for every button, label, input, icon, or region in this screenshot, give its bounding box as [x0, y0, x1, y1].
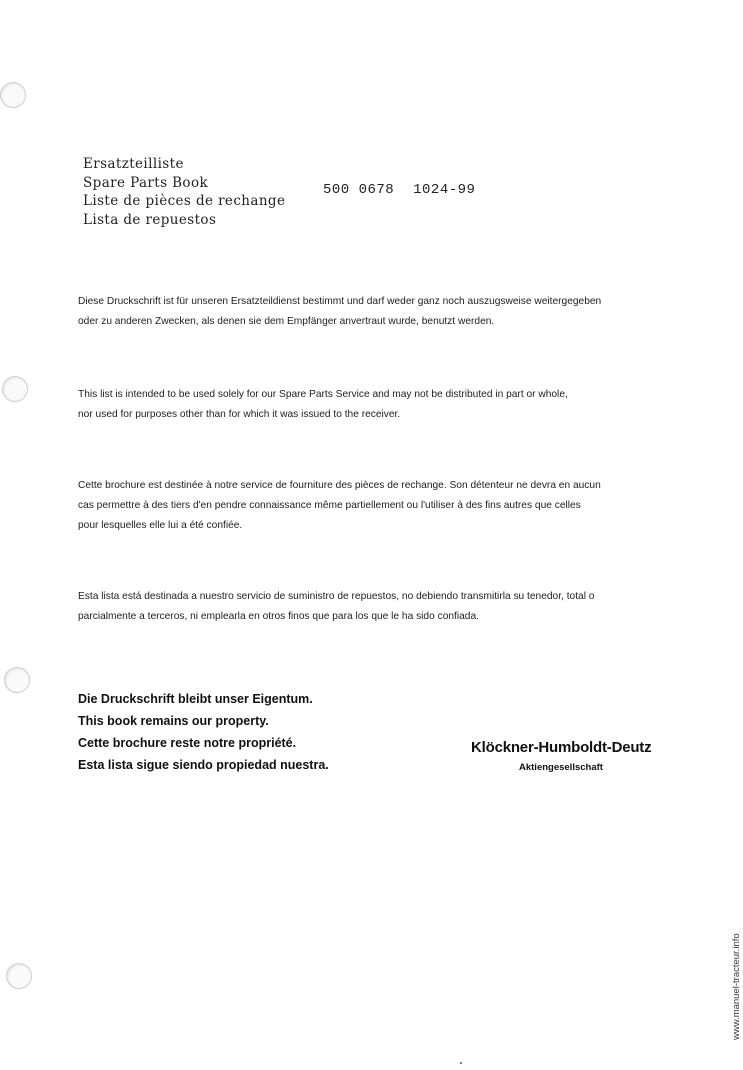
title-block — [83, 155, 285, 229]
punch-hole-bottom — [6, 963, 32, 989]
title-english: Spare Parts Book — [83, 174, 209, 191]
property-english: This book remains our property. — [78, 714, 269, 728]
property-statement — [78, 688, 329, 776]
notice-line: oder zu anderen Zwecken, als denen sie dem Empfänger anvertraut wurde, benutzt werden. — [78, 316, 495, 327]
notice-line: Cette brochure est destinée à notre service de fourniture des pièces de rechange. Son détenteur ne devra en aucun — [78, 480, 601, 491]
part-number: 500 0678 — [323, 182, 395, 198]
notice-german — [78, 292, 710, 332]
company-name: Klöckner-Humboldt-Deutz — [471, 739, 652, 756]
notice-spanish — [78, 587, 710, 627]
punch-hole-upper-middle — [2, 376, 28, 402]
part-number-block — [323, 182, 475, 198]
notice-line: This list is intended to be used solely for our Spare Parts Service and may not be distributed in part or whole, — [78, 389, 568, 400]
property-french: Cette brochure reste notre propriété. — [78, 736, 297, 750]
property-german: Die Druckschrift bleibt unser Eigentum. — [78, 692, 313, 706]
scan-speck — [460, 1062, 462, 1064]
punch-hole-lower-middle — [4, 667, 30, 693]
edition-number: 1024-99 — [413, 182, 476, 198]
notice-line: Diese Druckschrift ist für unseren Ersatzteildienst bestimmt und darf weder ganz noch auszugsweise weitergegeben — [78, 296, 602, 307]
title-german: Ersatzteilliste — [83, 156, 184, 172]
notice-english — [78, 385, 710, 425]
notice-line: cas permettre à des tiers d'en pendre connaissance même partiellement ou l'utiliser à des fins autres que celles — [78, 500, 581, 511]
punch-hole-top — [0, 82, 26, 108]
notice-french — [78, 476, 710, 536]
notice-line: nor used for purposes other than for which it was issued to the receiver. — [78, 409, 401, 420]
property-spanish: Esta lista sigue siendo propiedad nuestra. — [78, 758, 329, 772]
title-spanish: Lista de repuestos — [83, 211, 217, 228]
title-french: Liste de pièces de rechange — [83, 193, 286, 209]
notice-line: pour lesquelles elle lui a été confiée. — [78, 520, 243, 531]
notice-line: parcialmente a terceros, ni emplearla en otros finos que para los que le ha sido confiada. — [78, 611, 479, 622]
watermark-url: www.manuel-tracteur.info — [731, 933, 742, 1040]
notice-line: Esta lista está destinada a nuestro servicio de suministro de repuestos, no debiendo transmitirla su tenedor, total o — [78, 591, 595, 602]
company-subtitle: Aktiengesellschaft — [519, 762, 603, 773]
